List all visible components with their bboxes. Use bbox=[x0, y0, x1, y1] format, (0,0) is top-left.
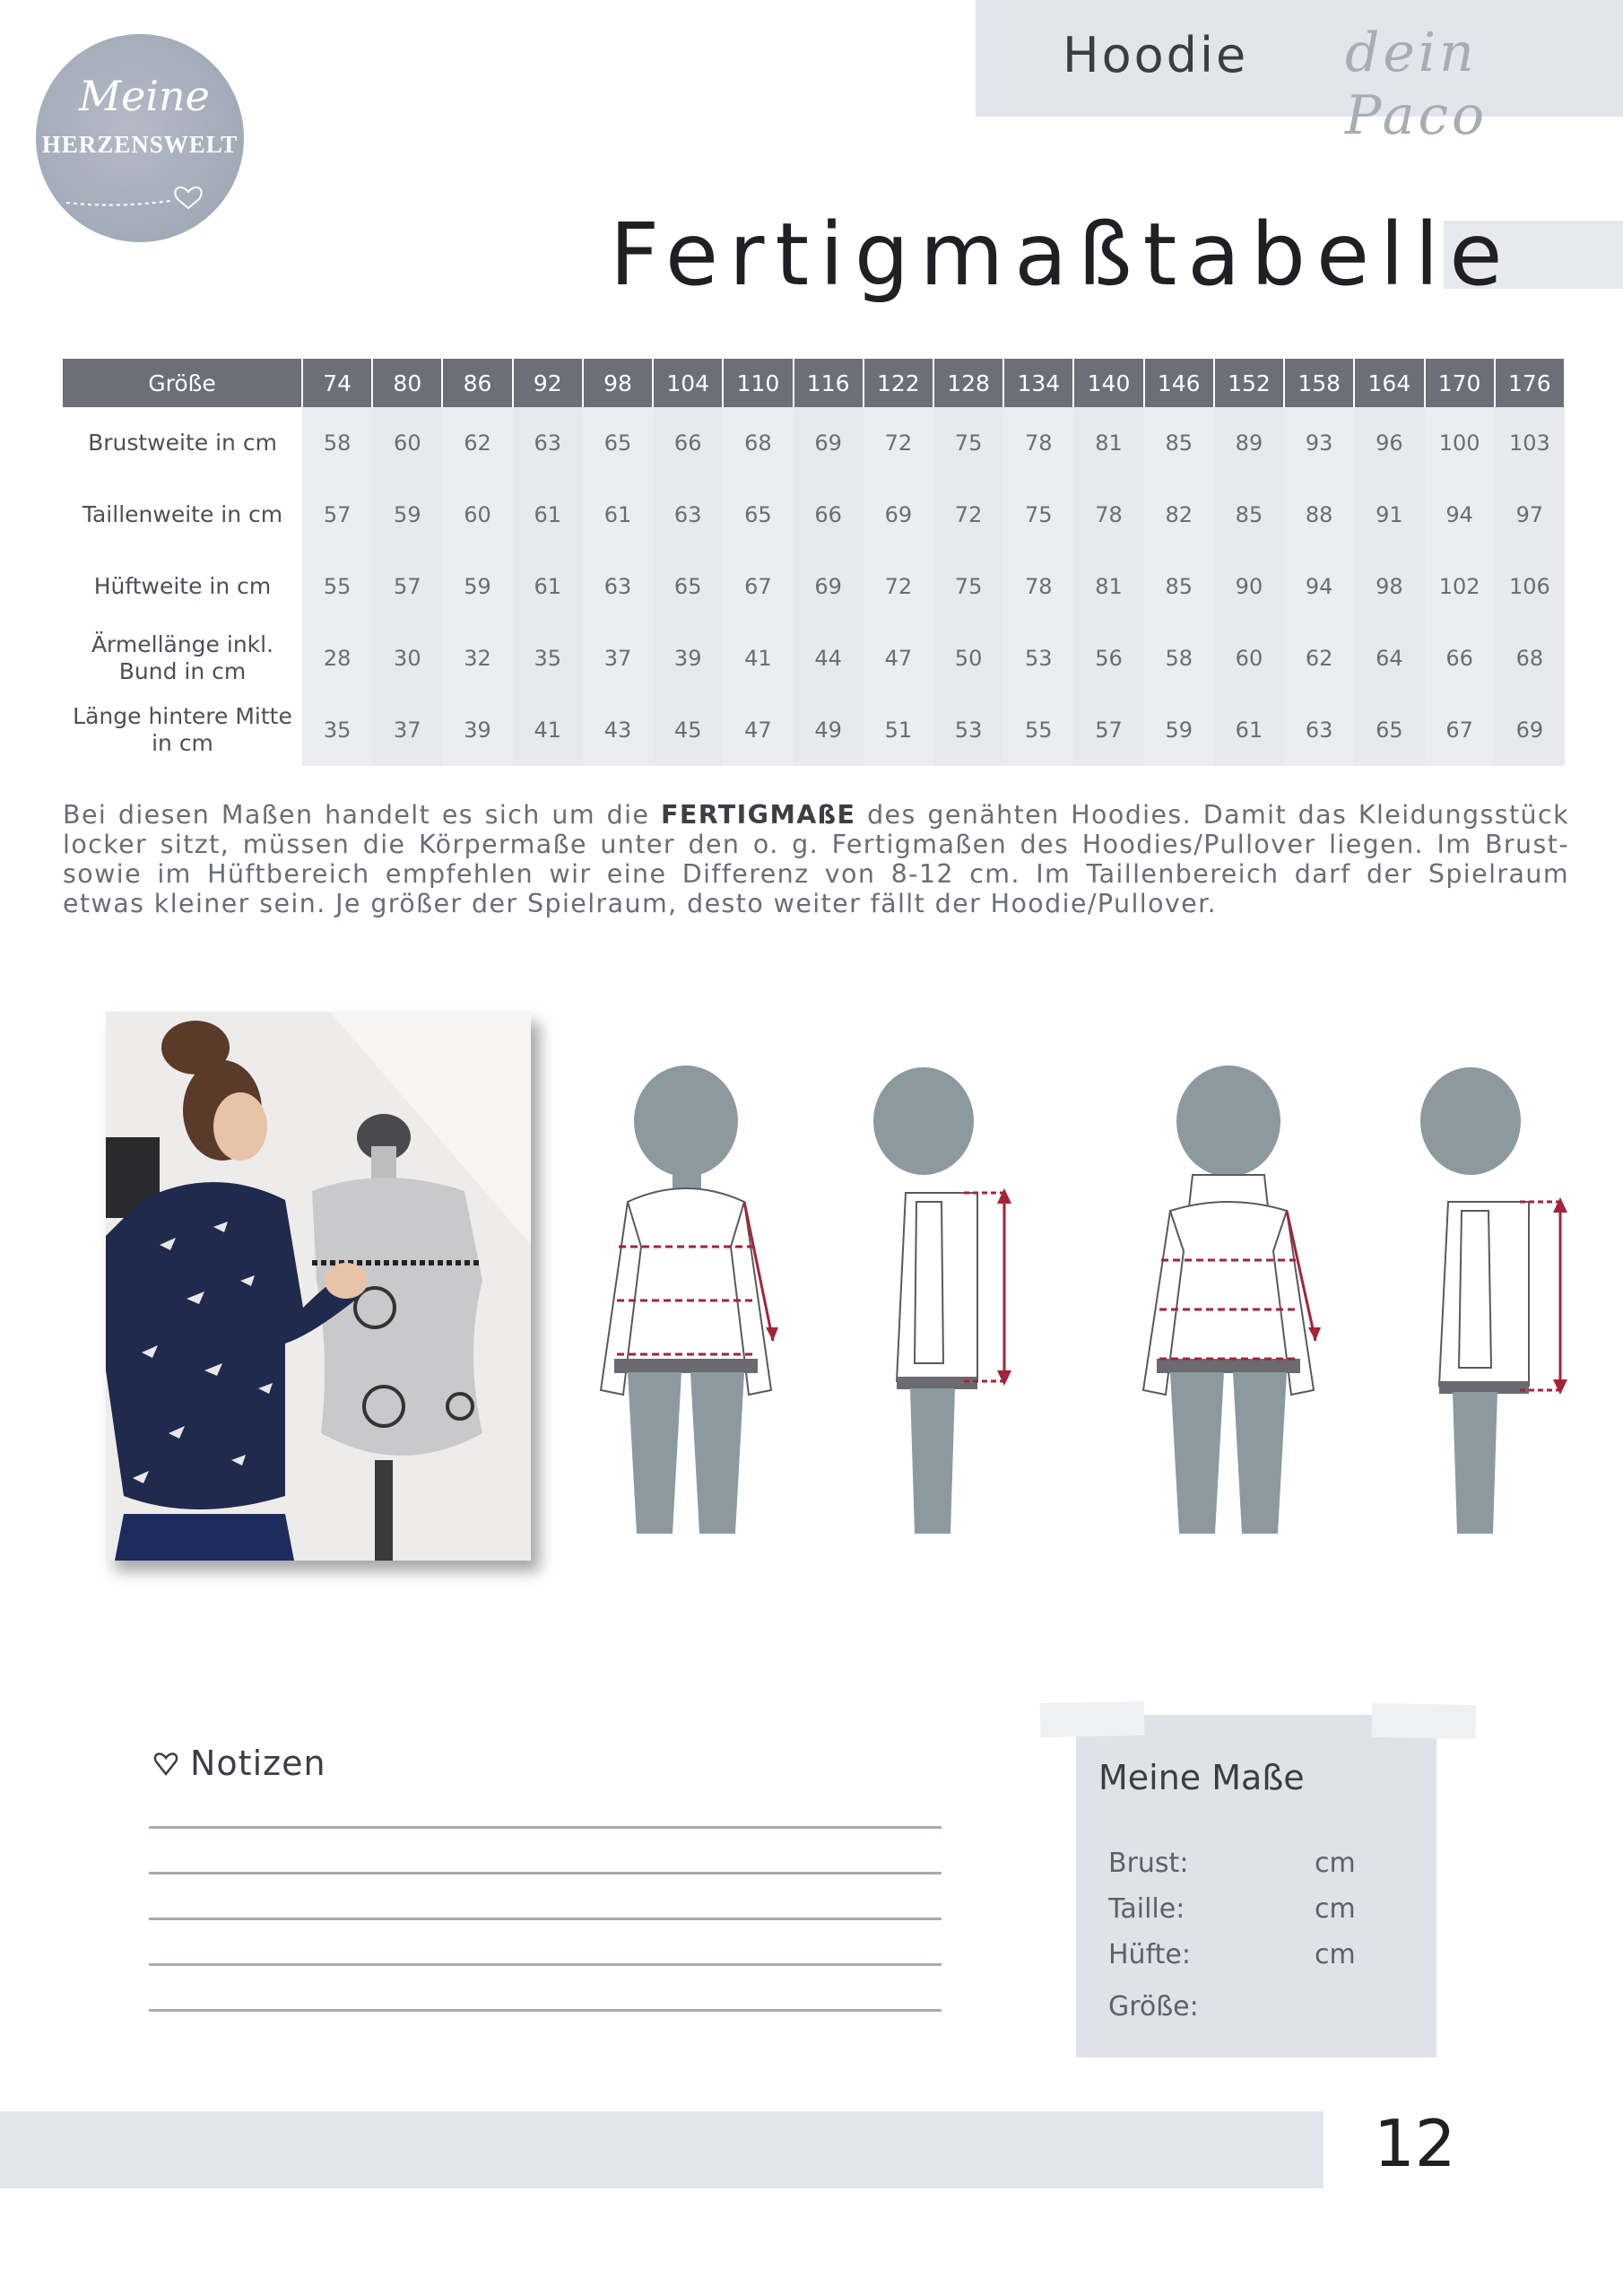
table-cell: 100 bbox=[1425, 407, 1495, 479]
table-row bbox=[63, 479, 1565, 551]
paragraph-text-1: Bei diesen Maßen handelt es sich um die bbox=[63, 800, 661, 830]
table-cell: 39 bbox=[442, 694, 512, 766]
table-header-row bbox=[63, 359, 1565, 407]
table-cell: 59 bbox=[1144, 694, 1214, 766]
table-cell: 59 bbox=[442, 551, 512, 622]
table-cell: 75 bbox=[1003, 479, 1073, 551]
hip-unit[interactable]: cm bbox=[1315, 1939, 1356, 1970]
table-cell: 78 bbox=[1003, 551, 1073, 622]
table-cell: 60 bbox=[372, 407, 442, 479]
table-cell: 61 bbox=[513, 479, 583, 551]
table-cell: 63 bbox=[513, 407, 583, 479]
size-header: 116 bbox=[794, 359, 864, 407]
table-cell: 61 bbox=[583, 479, 653, 551]
size-header: 80 bbox=[372, 359, 442, 407]
figure-side-length-measurement bbox=[843, 1058, 1076, 1561]
waist-label: Taille: bbox=[1108, 1893, 1185, 1925]
table-cell: 55 bbox=[302, 551, 372, 622]
figure-back-width-measurements bbox=[1116, 1058, 1350, 1561]
heart-icon bbox=[152, 1750, 179, 1777]
table-cell: 57 bbox=[372, 551, 442, 622]
waist-unit[interactable]: cm bbox=[1315, 1893, 1356, 1925]
figure-back-length-measurement bbox=[1385, 1058, 1619, 1561]
tape-strip bbox=[1372, 1703, 1477, 1739]
table-cell: 51 bbox=[864, 694, 933, 766]
table-cell: 75 bbox=[933, 551, 1003, 622]
table-cell: 93 bbox=[1284, 407, 1354, 479]
table-cell: 63 bbox=[583, 551, 653, 622]
table-cell: 68 bbox=[723, 407, 793, 479]
table-cell: 47 bbox=[723, 694, 793, 766]
table-cell: 30 bbox=[372, 622, 442, 694]
table-cell: 63 bbox=[1284, 694, 1354, 766]
table-cell: 85 bbox=[1144, 551, 1214, 622]
table-cell: 69 bbox=[794, 551, 864, 622]
table-cell: 65 bbox=[583, 407, 653, 479]
row-label: Länge hintere Mitte in cm bbox=[63, 694, 302, 766]
bust-label: Brust: bbox=[1108, 1848, 1189, 1879]
size-header: 146 bbox=[1144, 359, 1214, 407]
table-cell: 94 bbox=[1284, 551, 1354, 622]
table-cell: 44 bbox=[794, 622, 864, 694]
logo bbox=[36, 34, 244, 242]
table-cell: 59 bbox=[372, 479, 442, 551]
note-line[interactable] bbox=[149, 1918, 942, 1920]
table-cell: 98 bbox=[1354, 551, 1424, 622]
table-cell: 53 bbox=[933, 694, 1003, 766]
table-corner-label: Größe bbox=[63, 359, 302, 407]
table-cell: 57 bbox=[302, 479, 372, 551]
paragraph-bold: FERTIGMAßE bbox=[661, 800, 856, 830]
logo-heart-icon bbox=[63, 169, 224, 213]
size-header: 176 bbox=[1495, 359, 1565, 407]
table-cell: 37 bbox=[372, 694, 442, 766]
row-label: Taillenweite in cm bbox=[63, 479, 302, 551]
size-label: Größe: bbox=[1108, 1991, 1199, 2022]
table-row bbox=[63, 407, 1565, 479]
table-cell: 75 bbox=[933, 407, 1003, 479]
table-cell: 66 bbox=[794, 479, 864, 551]
table-cell: 62 bbox=[442, 407, 512, 479]
table-cell: 58 bbox=[302, 407, 372, 479]
table-row bbox=[63, 694, 1565, 766]
row-label: Brustweite in cm bbox=[63, 407, 302, 479]
table-cell: 68 bbox=[1495, 622, 1565, 694]
table-cell: 85 bbox=[1144, 407, 1214, 479]
table-cell: 94 bbox=[1425, 479, 1495, 551]
table-cell: 58 bbox=[1144, 622, 1214, 694]
notes-heading bbox=[152, 1744, 326, 1783]
table-cell: 41 bbox=[723, 622, 793, 694]
size-header: 170 bbox=[1425, 359, 1495, 407]
size-header: 122 bbox=[864, 359, 933, 407]
table-cell: 97 bbox=[1495, 479, 1565, 551]
bust-unit[interactable]: cm bbox=[1315, 1848, 1356, 1879]
table-cell: 47 bbox=[864, 622, 933, 694]
size-header: 158 bbox=[1284, 359, 1354, 407]
page-title: Fertigmaßtabelle bbox=[610, 204, 1514, 305]
table-cell: 64 bbox=[1354, 622, 1424, 694]
table-cell: 103 bbox=[1495, 407, 1565, 479]
size-header: 98 bbox=[583, 359, 653, 407]
table-cell: 39 bbox=[653, 622, 723, 694]
logo-wordmark: HERZENSWELT bbox=[41, 131, 239, 158]
footer-band bbox=[0, 2111, 1324, 2188]
brand-script: dein Paco bbox=[1345, 22, 1488, 147]
table-row bbox=[63, 622, 1565, 694]
table-cell: 102 bbox=[1425, 551, 1495, 622]
note-line[interactable] bbox=[149, 2009, 942, 2012]
size-header: 92 bbox=[513, 359, 583, 407]
table-cell: 65 bbox=[1354, 694, 1424, 766]
size-header: 104 bbox=[653, 359, 723, 407]
table-cell: 72 bbox=[933, 479, 1003, 551]
table-cell: 57 bbox=[1073, 694, 1143, 766]
table-cell: 53 bbox=[1003, 622, 1073, 694]
table-cell: 78 bbox=[1073, 479, 1143, 551]
table-cell: 69 bbox=[794, 407, 864, 479]
tape-strip bbox=[1040, 1701, 1145, 1737]
table-cell: 37 bbox=[583, 622, 653, 694]
size-table bbox=[63, 359, 1566, 766]
size-header: 164 bbox=[1354, 359, 1424, 407]
table-cell: 66 bbox=[653, 407, 723, 479]
table-cell: 72 bbox=[864, 551, 933, 622]
size-header: 134 bbox=[1003, 359, 1073, 407]
table-cell: 28 bbox=[302, 622, 372, 694]
table-cell: 61 bbox=[1214, 694, 1284, 766]
table-cell: 35 bbox=[302, 694, 372, 766]
note-line[interactable] bbox=[149, 1963, 942, 1966]
my-measurements-title: Meine Maße bbox=[1098, 1758, 1305, 1797]
table-cell: 91 bbox=[1354, 479, 1424, 551]
size-header: 152 bbox=[1214, 359, 1284, 407]
photo-measuring-dress-form bbox=[106, 1012, 531, 1561]
table-cell: 69 bbox=[864, 479, 933, 551]
table-cell: 67 bbox=[1425, 694, 1495, 766]
table-cell: 90 bbox=[1214, 551, 1284, 622]
hip-label: Hüfte: bbox=[1108, 1939, 1191, 1970]
header-title: Hoodie bbox=[1063, 27, 1249, 83]
note-line[interactable] bbox=[149, 1872, 942, 1874]
table-cell: 50 bbox=[933, 622, 1003, 694]
table-cell: 45 bbox=[653, 694, 723, 766]
size-header: 140 bbox=[1073, 359, 1143, 407]
table-cell: 69 bbox=[1495, 694, 1565, 766]
table-cell: 85 bbox=[1214, 479, 1284, 551]
size-header: 74 bbox=[302, 359, 372, 407]
table-cell: 56 bbox=[1073, 622, 1143, 694]
table-cell: 81 bbox=[1073, 551, 1143, 622]
description-paragraph bbox=[63, 800, 1569, 918]
table-cell: 78 bbox=[1003, 407, 1073, 479]
size-header: 86 bbox=[442, 359, 512, 407]
page-number: 12 bbox=[1374, 2106, 1456, 2181]
figure-front-width-measurements bbox=[574, 1058, 807, 1561]
row-label: Hüftweite in cm bbox=[63, 551, 302, 622]
table-cell: 65 bbox=[723, 479, 793, 551]
table-cell: 62 bbox=[1284, 622, 1354, 694]
table-cell: 35 bbox=[513, 622, 583, 694]
table-cell: 67 bbox=[723, 551, 793, 622]
table-cell: 60 bbox=[442, 479, 512, 551]
notes-heading-text: Notizen bbox=[190, 1744, 326, 1783]
table-cell: 43 bbox=[583, 694, 653, 766]
note-line[interactable] bbox=[149, 1826, 942, 1829]
table-cell: 89 bbox=[1214, 407, 1284, 479]
paragraph-text-2: des genähten Hoodies. Damit das Kleidungsstück locker sitzt, müssen die Körpermaße unter den o. g. Fertigmaßen des Hoodies/Pullover liegen. Im Brust- sowie im Hüftbereich empfehlen wir eine Differenz von 8-12 cm. Im Taillenbereich darf der Spielraum etwas kleiner sein. Je größer der Spielraum, desto weiter fällt der Hoodie/Pullover. bbox=[63, 800, 1569, 918]
logo-script: Meine bbox=[79, 72, 210, 120]
table-cell: 81 bbox=[1073, 407, 1143, 479]
size-header: 128 bbox=[933, 359, 1003, 407]
table-cell: 65 bbox=[653, 551, 723, 622]
table-cell: 82 bbox=[1144, 479, 1214, 551]
table-cell: 60 bbox=[1214, 622, 1284, 694]
table-cell: 63 bbox=[653, 479, 723, 551]
table-cell: 72 bbox=[864, 407, 933, 479]
table-cell: 49 bbox=[794, 694, 864, 766]
size-header: 110 bbox=[723, 359, 793, 407]
table-cell: 66 bbox=[1425, 622, 1495, 694]
table-cell: 96 bbox=[1354, 407, 1424, 479]
table-cell: 55 bbox=[1003, 694, 1073, 766]
table-row bbox=[63, 551, 1565, 622]
table-cell: 41 bbox=[513, 694, 583, 766]
table-cell: 61 bbox=[513, 551, 583, 622]
row-label: Ärmellänge inkl. Bund in cm bbox=[63, 622, 302, 694]
table-cell: 106 bbox=[1495, 551, 1565, 622]
table-cell: 88 bbox=[1284, 479, 1354, 551]
table-cell: 32 bbox=[442, 622, 512, 694]
